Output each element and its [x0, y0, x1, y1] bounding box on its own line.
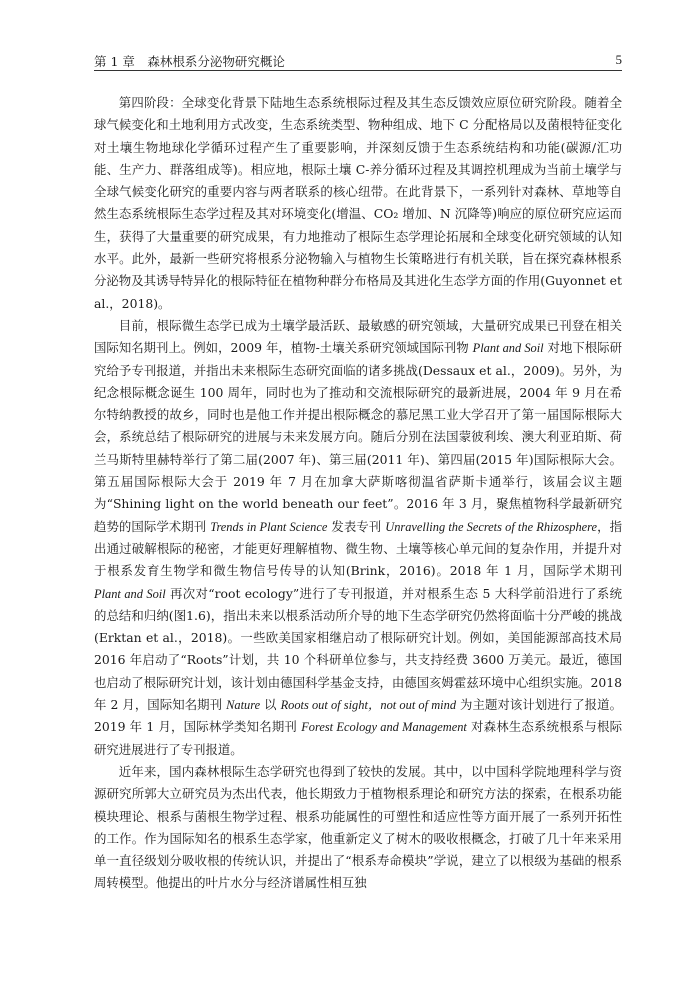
paragraph-stage-four: 第四阶段：全球变化背景下陆地生态系统根际过程及其生态反馈效应原位研究阶段。随着全球气候变化和土地利用方式改变，生态系统类型、物种组成、地下 C 分配格局以及菌根特征变化对土壤生物地球化学循环过程产生了重要影响，并深刻反馈于生态系统结构和功能(碳源/汇功能、生产力、群落组成等)。相应地，根际土壤 C-养分循环过程及其调控机理成为当前土壤学与全球气候变化研究的重要内容与两者联系的核心纽带。在此背景下，一系列针对森林、草地等自然生态系统根际生态学过程及其对环境变化(增温、CO₂ 增加、N 沉降等)响应的原位研究应运而生，获得了大量重要的研究成果，有力地推动了根际生态学理论拓展和全球变化研究领域的认知水平。此外，最新一些研究将根系分泌物输入与植物生长策略进行有机关联，旨在探究森林根系分泌物及其诱导特异化的根际特征在植物种群分布格局及其进化生态学方面的作用(Guyonnet et al.，2018)。: [94, 95, 622, 311]
chapter-title: 第 1 章 森林根系分泌物研究概论: [94, 54, 285, 69]
paragraph-domestic-research: 近年来，国内森林根际生态学研究也得到了较快的发展。其中，以中国科学院地理科学与资源研究所郭大立研究员为杰出代表，他长期致力于植物根系理论和研究方法的探索，在根系功能模块理论、根系与菌根生物学过程、根系功能属性的可塑性和适应性等方面开展了一系列开拓性的工作。作为国际知名的根系生态学家，他重新定义了树木的吸收根概念，打破了几十年来采用单一直径级划分吸收根的传统认识，并提出了“根系寿命模块”学说，建立了以根级为基础的根系周转模型。他提出的叶片水分与经济谱属性相互独: [94, 763, 622, 891]
issue-title: Roots out of sight，not out of mind: [280, 698, 457, 713]
text-run: 目前，根际微生态学已成为土壤学最活跃、最敏感的研究领域，大量研究成果已刊登在相关国际知名期刊上。例如，2009 年，植物-土壤关系研究领域国际刊物: [94, 317, 622, 356]
text-run: 以: [260, 697, 281, 713]
journal-title: Forest Ecology and Management: [301, 720, 467, 735]
journal-title: Trends in Plant Science: [210, 519, 328, 534]
text-run: 对森林生态系统根系与根际研究进展进行了专刊报道。: [94, 719, 622, 757]
running-header: [94, 52, 622, 71]
journal-title: Plant and Soil: [94, 586, 166, 601]
text-run: 对地下根际研究给予专刊报道，并指出未来根际生态研究面临的诸多挑战(Dessaux et al.，2009)。另外，为纪念根际概念诞生 100 周年，同时也为了推动和交流根际研究的最新进展，2004 年 9 月在希尔特纳教授的故乡，同时也是他工作并提出根际概念的慕尼黑工业大学召开了第一届国际根际大会，系统总结了根际研究的进展与未来发展方向。随后分别在法国蒙彼利埃、澳大利亚珀斯、荷兰马斯特里赫特举行了第二届(2007 年)、第三届(2011 年)、第四届(2015 年)国际根际大会。第五届国际根际大会于 2019 年 7 月在加拿大萨斯喀彻温省萨斯卡通举行，该届会议主题为“Shining light on the world beneath our feet”。2016 年 3 月，聚焦植物科学最新研究趋势的国际学术期刊: [94, 340, 622, 534]
page-number: 5: [615, 52, 622, 67]
body-text: [94, 92, 622, 895]
text-run: ，指出通过破解根际的秘密，才能更好理解植物、微生物、土壤等核心单元间的复杂作用，并提升对于根系发育生物学和微生物信号传导的认知(Brink，2016)。2018 年 1 月，国际学术期刊: [94, 518, 622, 579]
text-run: 发表专刊: [327, 518, 386, 534]
text-run: 再次对“root ecology”进行了专刊报道，并对根系生态 5 大科学前沿进行了系统的总结和归纳(图1.6)，指出未来以根系活动所介导的地下生态学研究仍然将面临十分严峻的挑战(Erktan et al.，2018)。一些欧美国家相继启动了根际研究计划。例如，美国能源部高技术局 2016 年启动了“Roots”计划，共 10 个科研单位参与，共支持经费 3600 万美元。最近，德国也启动了根际研究计划，该计划由德国科学基金支持，由德国亥姆霍兹环境中心组织实施。2018 年 2 月，国际知名期刊: [94, 585, 622, 713]
issue-title: Unravelling the Secrets of the Rhizosphere: [385, 519, 598, 534]
paragraph-current-research: [94, 315, 622, 761]
journal-title: Nature: [226, 698, 261, 713]
text-run: 为主题对该计划进行了报道。2019 年 1 月，国际林学类知名期刊: [94, 697, 623, 735]
journal-title: Plant and Soil: [472, 341, 544, 356]
